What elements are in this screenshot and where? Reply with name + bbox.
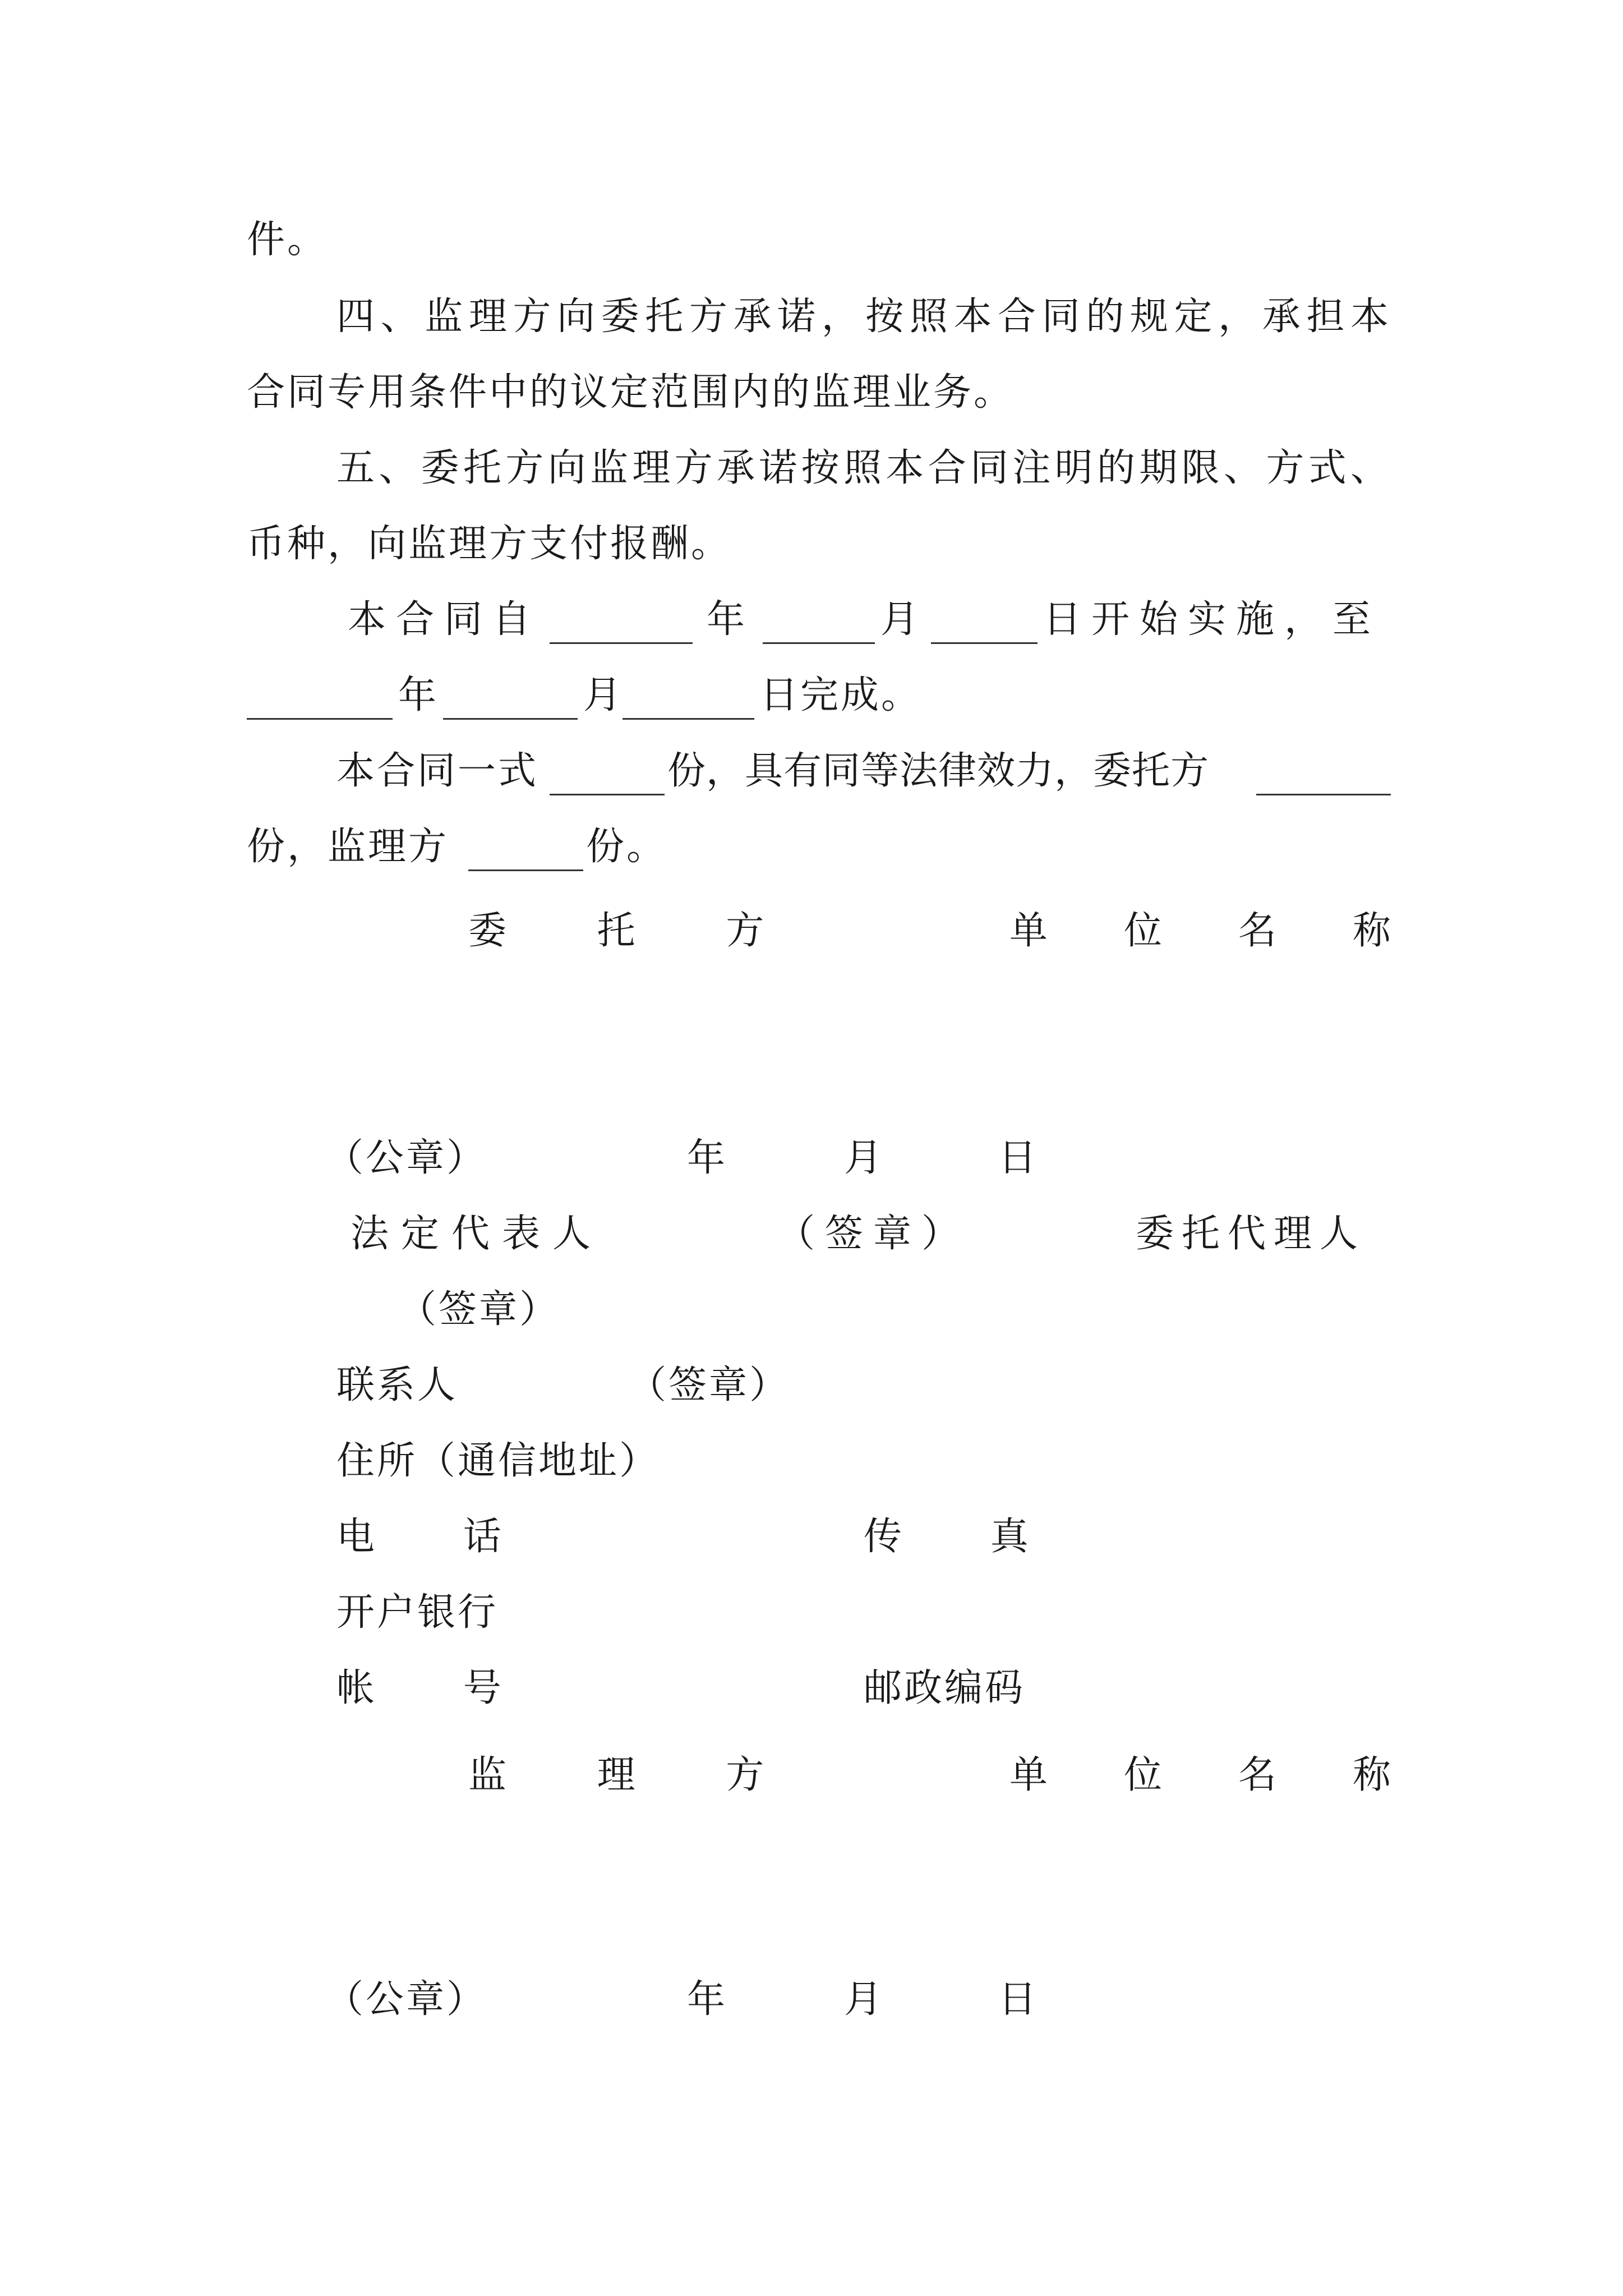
end-year-label: 年 <box>398 673 439 717</box>
contract-term-line-1 <box>247 592 1391 648</box>
legal-representative-label: 法定代表人 <box>351 1212 603 1256</box>
start-year-blank <box>550 603 693 644</box>
supervisor-seal-label: （公章） <box>325 1977 487 2022</box>
supervisor-year-label: 年 <box>687 1977 728 2022</box>
client-seal-label: （公章） <box>325 1136 487 1180</box>
supervisor-unit-name-label: 单 位 名 称 <box>1009 1753 1391 1797</box>
start-year-label: 年 <box>707 597 748 642</box>
fax-label: 传 真 <box>864 1515 1031 1559</box>
end-month-label: 月 <box>583 673 624 717</box>
clause-four-line-1: 四、监理方向委托方承诺，按照本合同的规定，承担本 <box>336 295 1391 339</box>
client-copies-blank <box>1256 754 1391 795</box>
term-start-prefix: 本合同自 <box>348 597 541 642</box>
client-year-label: 年 <box>687 1136 728 1180</box>
client-address-line <box>247 1433 1391 1489</box>
supervisor-seal-date-line <box>247 1972 1391 2028</box>
clause-five-line-1: 五、委托方向监理方承诺按照本合同注明的期限、方式、 <box>336 446 1391 490</box>
client-account-line <box>247 1660 1391 1717</box>
contract-term-line-2 <box>247 668 1391 724</box>
clause-five-line-2: 币种，向监理方支付报酬。 <box>247 522 732 566</box>
supervisor-party-label: 监 理 方 <box>468 1753 787 1797</box>
supervisor-header-line <box>247 1747 1391 1803</box>
supervisor-month-label: 月 <box>844 1977 885 2022</box>
address-label: 住所（通信地址） <box>336 1439 660 1483</box>
end-month-blank <box>443 679 578 720</box>
start-month-blank <box>763 603 875 644</box>
contact-person-sign-label: （签章） <box>628 1363 790 1407</box>
clause-four-line-2: 合同专用条件中的议定范围内的监理业务。 <box>247 370 1015 415</box>
client-party-label: 委 托 方 <box>468 909 787 953</box>
contact-person-label: 联系人 <box>336 1363 458 1407</box>
client-agent-sign-line <box>247 1282 1391 1338</box>
supervisor-copies-blank <box>468 830 583 871</box>
authorized-agent-label: 委托代理人 <box>1136 1212 1366 1256</box>
postcode-label: 邮政编码 <box>864 1666 1026 1710</box>
account-label: 帐 号 <box>336 1666 504 1710</box>
legal-representative-sign-label: （签章） <box>777 1212 970 1256</box>
authorized-agent-sign-label: （签章） <box>398 1287 560 1332</box>
start-month-label: 月 <box>880 597 921 642</box>
client-bank-line <box>247 1585 1391 1641</box>
client-month-label: 月 <box>844 1136 885 1180</box>
copies-end: 份，监理方 <box>247 825 449 869</box>
copies-middle: 份，具有同等法律效力，委托方 <box>667 749 1210 793</box>
client-day-label: 日 <box>998 1136 1039 1180</box>
total-copies-blank <box>550 754 665 795</box>
copies-line-2 <box>247 819 1391 875</box>
client-seal-date-line <box>247 1130 1391 1186</box>
text-fragment: 件。 <box>247 218 328 262</box>
phone-label: 电 话 <box>336 1515 504 1559</box>
copies-final: 份。 <box>586 825 667 869</box>
supervisor-day-label: 日 <box>998 1977 1039 2022</box>
term-start-suffix: 日开始实施，至 <box>1043 597 1381 642</box>
copies-line-1 <box>247 743 1391 799</box>
client-unit-name-label: 单 位 名 称 <box>1009 909 1391 953</box>
end-year-blank <box>247 679 393 720</box>
client-representative-line <box>247 1206 1391 1262</box>
start-day-blank <box>931 603 1038 644</box>
bank-label: 开户银行 <box>336 1590 499 1635</box>
term-end-suffix: 日完成。 <box>760 673 922 717</box>
client-header-line <box>247 903 1391 959</box>
client-phone-fax-line <box>247 1509 1391 1565</box>
text-line-continuation <box>247 212 1391 268</box>
client-contact-line <box>247 1358 1391 1414</box>
end-day-blank <box>623 679 754 720</box>
copies-prefix: 本合同一式 <box>336 749 539 793</box>
